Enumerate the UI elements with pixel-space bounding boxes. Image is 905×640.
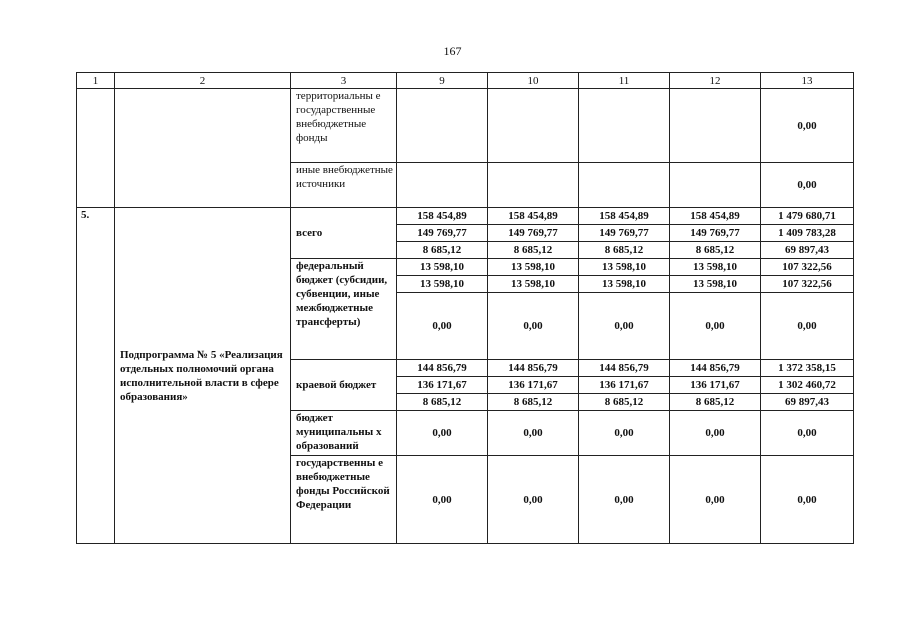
- header-col-11: 11: [579, 73, 670, 89]
- header-col-13: 13: [761, 73, 854, 89]
- header-col-1: 1: [77, 73, 115, 89]
- value-cell: 158 454,89: [579, 208, 670, 225]
- value-cell: 13 598,10: [670, 276, 761, 293]
- table-row: [77, 208, 854, 225]
- cont-title-cell: [115, 89, 291, 208]
- page-number: 167: [443, 44, 462, 58]
- value-cell: 8 685,12: [670, 394, 761, 411]
- value-cell: 13 598,10: [397, 259, 488, 276]
- value-cell: 0,00: [488, 456, 579, 544]
- value-cell: 1 479 680,71: [761, 208, 854, 225]
- value-cell: [670, 89, 761, 163]
- program-title: Подпрограмма № 5 «Реализация отдельных полномочий органа исполнительной власти в сфере образования»: [115, 208, 291, 544]
- value-cell: 1 302 460,72: [761, 377, 854, 394]
- value-cell: 13 598,10: [579, 276, 670, 293]
- value-cell: [579, 89, 670, 163]
- value-cell: 1 409 783,28: [761, 225, 854, 242]
- value-cell: 0,00: [579, 293, 670, 360]
- header-col-9: 9: [397, 73, 488, 89]
- value-cell: 69 897,43: [761, 394, 854, 411]
- value-cell: 158 454,89: [488, 208, 579, 225]
- value-cell: [397, 163, 488, 208]
- value-cell: 0,00: [397, 411, 488, 456]
- program-number: 5.: [77, 208, 115, 544]
- value-cell: 0,00: [397, 456, 488, 544]
- value-cell: 149 769,77: [670, 225, 761, 242]
- value-cell: 0,00: [761, 456, 854, 544]
- header-col-12: 12: [670, 73, 761, 89]
- value-cell: 149 769,77: [488, 225, 579, 242]
- header-row: [77, 73, 854, 89]
- value-cell: [488, 163, 579, 208]
- value-cell: 13 598,10: [579, 259, 670, 276]
- value-cell: 8 685,12: [670, 242, 761, 259]
- header-col-2: 2: [115, 73, 291, 89]
- value-cell: [488, 89, 579, 163]
- value-cell: 13 598,10: [397, 276, 488, 293]
- budget-table: [76, 72, 854, 544]
- value-cell: 0,00: [761, 411, 854, 456]
- value-cell: [670, 163, 761, 208]
- value-cell: 136 171,67: [670, 377, 761, 394]
- value-cell: 8 685,12: [579, 242, 670, 259]
- source-federal-budget: федеральный бюджет (субсидии, субвенции, иные межбюджетные трансферты): [291, 259, 397, 360]
- value-cell: 107 322,56: [761, 259, 854, 276]
- value-cell: 144 856,79: [488, 360, 579, 377]
- header-col-10: 10: [488, 73, 579, 89]
- value-cell: 0,00: [761, 163, 854, 208]
- value-cell: 8 685,12: [488, 394, 579, 411]
- source-state-offbudget-funds: государственны е внебюджетные фонды Российской Федерации: [291, 456, 397, 544]
- source-regional-budget: краевой бюджет: [291, 360, 397, 411]
- value-cell: 13 598,10: [670, 259, 761, 276]
- value-cell: 0,00: [397, 293, 488, 360]
- header-col-3: 3: [291, 73, 397, 89]
- source-total: всего: [291, 208, 397, 259]
- value-cell: 144 856,79: [670, 360, 761, 377]
- value-cell: 107 322,56: [761, 276, 854, 293]
- value-cell: 0,00: [488, 411, 579, 456]
- value-cell: 0,00: [670, 411, 761, 456]
- value-cell: 0,00: [761, 293, 854, 360]
- source-municipal-budget: бюджет муниципальны х образований: [291, 411, 397, 456]
- value-cell: 136 171,67: [397, 377, 488, 394]
- value-cell: 0,00: [670, 456, 761, 544]
- value-cell: 8 685,12: [579, 394, 670, 411]
- value-cell: 136 171,67: [579, 377, 670, 394]
- value-cell: 158 454,89: [397, 208, 488, 225]
- value-cell: [397, 89, 488, 163]
- value-cell: 8 685,12: [488, 242, 579, 259]
- value-cell: 0,00: [579, 456, 670, 544]
- cont-no-cell: [77, 89, 115, 208]
- value-cell: 8 685,12: [397, 242, 488, 259]
- source-other-offbudget: иные внебюджетные источники: [291, 163, 397, 208]
- value-cell: [579, 163, 670, 208]
- value-cell: 13 598,10: [488, 259, 579, 276]
- value-cell: 8 685,12: [397, 394, 488, 411]
- source-territorial-funds: территориальны е государственные внебюджетные фонды: [291, 89, 397, 163]
- table-row: [77, 89, 854, 163]
- value-cell: 149 769,77: [579, 225, 670, 242]
- value-cell: 0,00: [761, 89, 854, 163]
- value-cell: 136 171,67: [488, 377, 579, 394]
- value-cell: 0,00: [579, 411, 670, 456]
- value-cell: 0,00: [488, 293, 579, 360]
- value-cell: 13 598,10: [488, 276, 579, 293]
- value-cell: 0,00: [670, 293, 761, 360]
- value-cell: 158 454,89: [670, 208, 761, 225]
- value-cell: 144 856,79: [397, 360, 488, 377]
- value-cell: 69 897,43: [761, 242, 854, 259]
- value-cell: 1 372 358,15: [761, 360, 854, 377]
- value-cell: 144 856,79: [579, 360, 670, 377]
- value-cell: 149 769,77: [397, 225, 488, 242]
